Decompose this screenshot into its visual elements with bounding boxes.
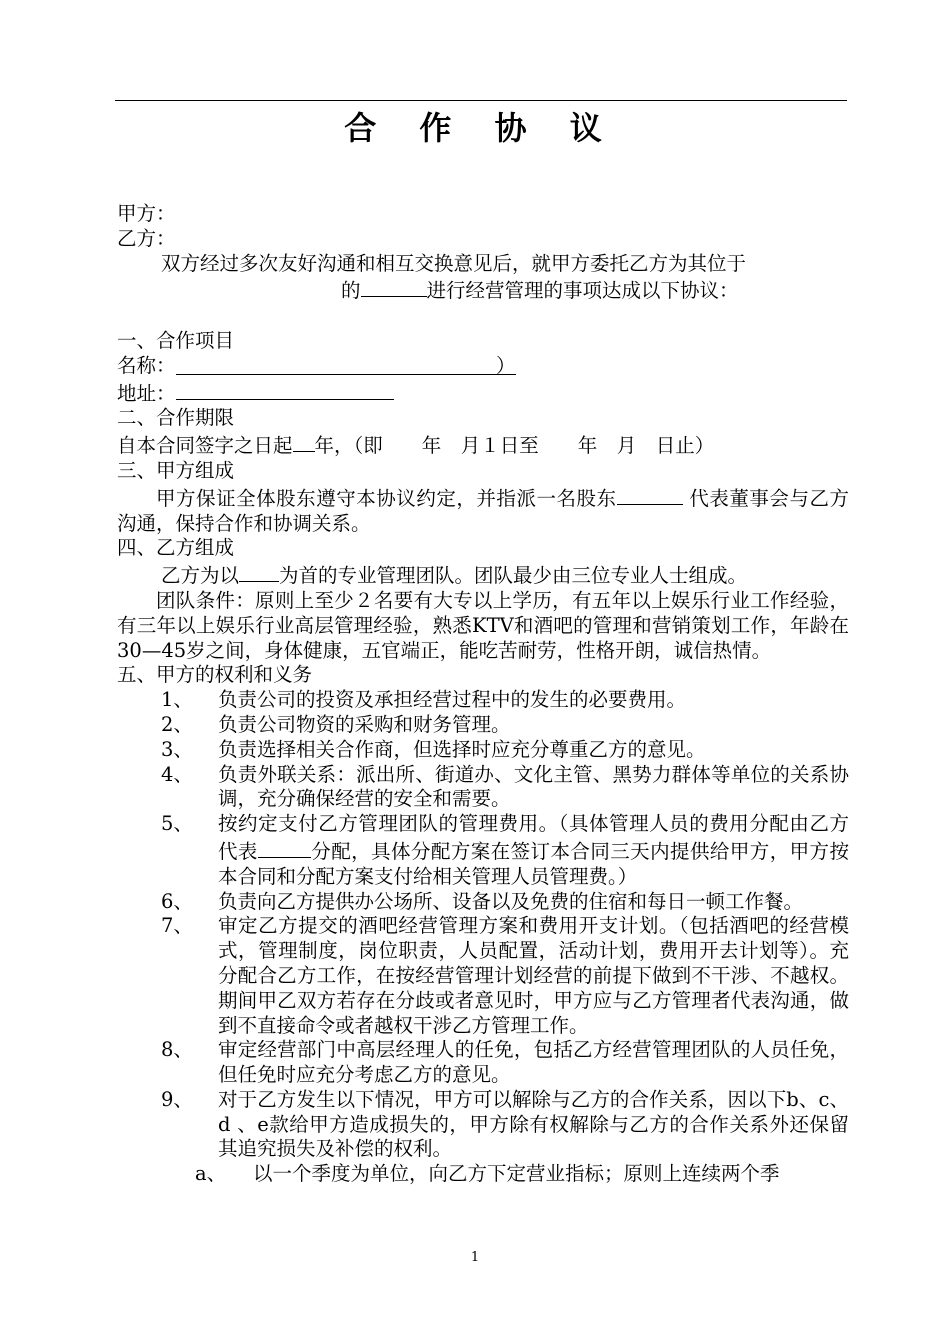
list-item xyxy=(117,914,849,1038)
header-rule xyxy=(115,100,847,101)
shareholder-blank[interactable] xyxy=(617,484,683,505)
list-item-text: 负责公司物资的采购和财务管理。 xyxy=(218,712,511,736)
party-a-line: 甲方： xyxy=(117,202,176,225)
list-item-number: 8、 xyxy=(161,1038,193,1062)
item-5-text-a: 按约定支付乙方管理团队的管理费用。（具体管理人员的费用分配由乙方代表 xyxy=(218,812,849,863)
list-item-number: 9、 xyxy=(161,1087,193,1111)
leader-blank[interactable] xyxy=(239,561,279,582)
section-4-line xyxy=(117,561,849,589)
section-3-heading: 三、甲方组成 xyxy=(117,458,235,482)
location-blank[interactable] xyxy=(361,276,427,297)
party-b-line: 乙方： xyxy=(117,226,176,250)
list-item-text: 负责外联关系：派出所、街道办、文化主管、黑势力群体等单位的关系协调，充分确保经营的安全和需要。 xyxy=(218,762,849,811)
team-conditions-paragraph: 团队条件：原则上至少２名要有大专以上学历，有五年以上娱乐行业工作经验，有三年以上娱乐行业高层管理经验，熟悉KTV和酒吧的管理和营销策划工作，年龄在30—45岁之间，身体健康，五官端正，能吃苦耐劳，性格开朗，诚信热情。 xyxy=(117,588,849,662)
list-item-text: 负责公司的投资及承担经营过程中的发生的必要费用。 xyxy=(218,688,687,712)
sub-list-item xyxy=(117,1162,849,1187)
term-line xyxy=(117,431,849,459)
list-item xyxy=(117,812,849,889)
years-blank[interactable] xyxy=(293,431,315,452)
page-number: 1 xyxy=(470,1250,480,1265)
document-title: 合 作 协 议 xyxy=(344,109,618,147)
section-2-heading: 二、合作期限 xyxy=(117,406,235,430)
list-item-number: 2、 xyxy=(161,712,193,736)
list-item-number: 6、 xyxy=(161,889,193,913)
list-item-number: 7、 xyxy=(161,914,193,938)
paragraph-spacer xyxy=(117,304,849,329)
intro-text-a: 的 xyxy=(341,279,361,303)
list-item-text: 负责选择相关合作商，但选择时应充分尊重乙方的意见。 xyxy=(218,737,706,761)
list-item-number: 4、 xyxy=(161,762,193,786)
section-1-heading: 一、合作项目 xyxy=(117,328,235,352)
name-line xyxy=(117,354,849,379)
name-bracket: ） xyxy=(496,353,516,377)
item-5-text-b: 分配，具体分配方案在签订本合同三天内提供给甲方，甲方按本合同和分配方案支付给相关管理人员管理费。） xyxy=(218,839,849,888)
name-blank[interactable] xyxy=(176,354,516,375)
list-item xyxy=(117,688,849,713)
representative-blank[interactable] xyxy=(258,837,311,858)
name-label: 名称： xyxy=(117,353,176,377)
list-item xyxy=(117,1088,849,1162)
s3-text-a: 甲方保证全体股东遵守本协议约定，并指派一名股东 xyxy=(156,486,617,510)
sub-item-number: a、 xyxy=(195,1162,227,1186)
list-item xyxy=(117,763,849,813)
list-item-text: 审定乙方提交的酒吧经营管理方案和费用开支计划。（包括酒吧的经营模式，管理制度，岗位职责，人员配置，活动计划，费用开去计划等）。充分配合乙方工作，在按经营管理计划经营的前提下做到不干涉、不越权。期间甲乙双方若存在分歧或者意见时，甲方应与乙方管理者代表沟通，做到不直接命令或者越权干涉乙方管理工作。 xyxy=(218,914,849,1037)
list-item-text: 审定经营部门中高层经理人的任免，包括乙方经营管理团队的人员任免，但任免时应充分考虑乙方的意见。 xyxy=(218,1038,849,1087)
list-item xyxy=(117,713,849,738)
list-item xyxy=(117,1038,849,1088)
list-item-number: 3、 xyxy=(161,737,193,761)
intro-text-b: 进行经营管理的事项达成以下协议： xyxy=(426,279,739,303)
s3-text-b: 代表董事会与乙方沟通，保持合作和协调关系。 xyxy=(117,486,849,535)
s4-text-b: 为首的专业管理团队。团队最少由三位专业人士组成。 xyxy=(279,564,748,588)
section-5-heading: 五、甲方的权利和义务 xyxy=(117,663,313,687)
list-item-text: 对于乙方发生以下情况，甲方可以解除与乙方的合作关系，因以下b、c、d 、e款给甲方造成损失的，甲方除有权解除与乙方的合作关系外还保留其追究损失及补偿的权利。 xyxy=(218,1087,849,1161)
document-body xyxy=(117,202,849,1187)
sub-item-text: 以一个季度为单位，向乙方下定营业指标；原则上连续两个季 xyxy=(253,1162,780,1186)
address-label: 地址： xyxy=(117,381,176,405)
address-line xyxy=(117,379,849,407)
term-text-a: 自本合同签字之日起 xyxy=(117,434,293,458)
s4-text-a: 乙方为以 xyxy=(161,564,240,588)
list-item-number: 1、 xyxy=(161,688,193,712)
list-item xyxy=(117,890,849,915)
address-blank[interactable] xyxy=(176,379,394,400)
intro-line-2 xyxy=(117,276,849,304)
list-item-text: 负责向乙方提供办公场所、设备以及免费的住宿和每日一顿工作餐。 xyxy=(218,889,804,913)
section-4-heading: 四、乙方组成 xyxy=(117,536,235,560)
section-3-paragraph xyxy=(117,484,849,537)
list-item xyxy=(117,738,849,763)
list-item-number: 5、 xyxy=(161,812,193,836)
intro-line-1: 双方经过多次友好沟通和相互交换意见后，就甲方委托乙方为其位于 xyxy=(161,251,747,275)
term-text-b: 年，（即 年 月１日至 年 月 日止） xyxy=(314,434,715,458)
list-item-text xyxy=(218,812,849,889)
